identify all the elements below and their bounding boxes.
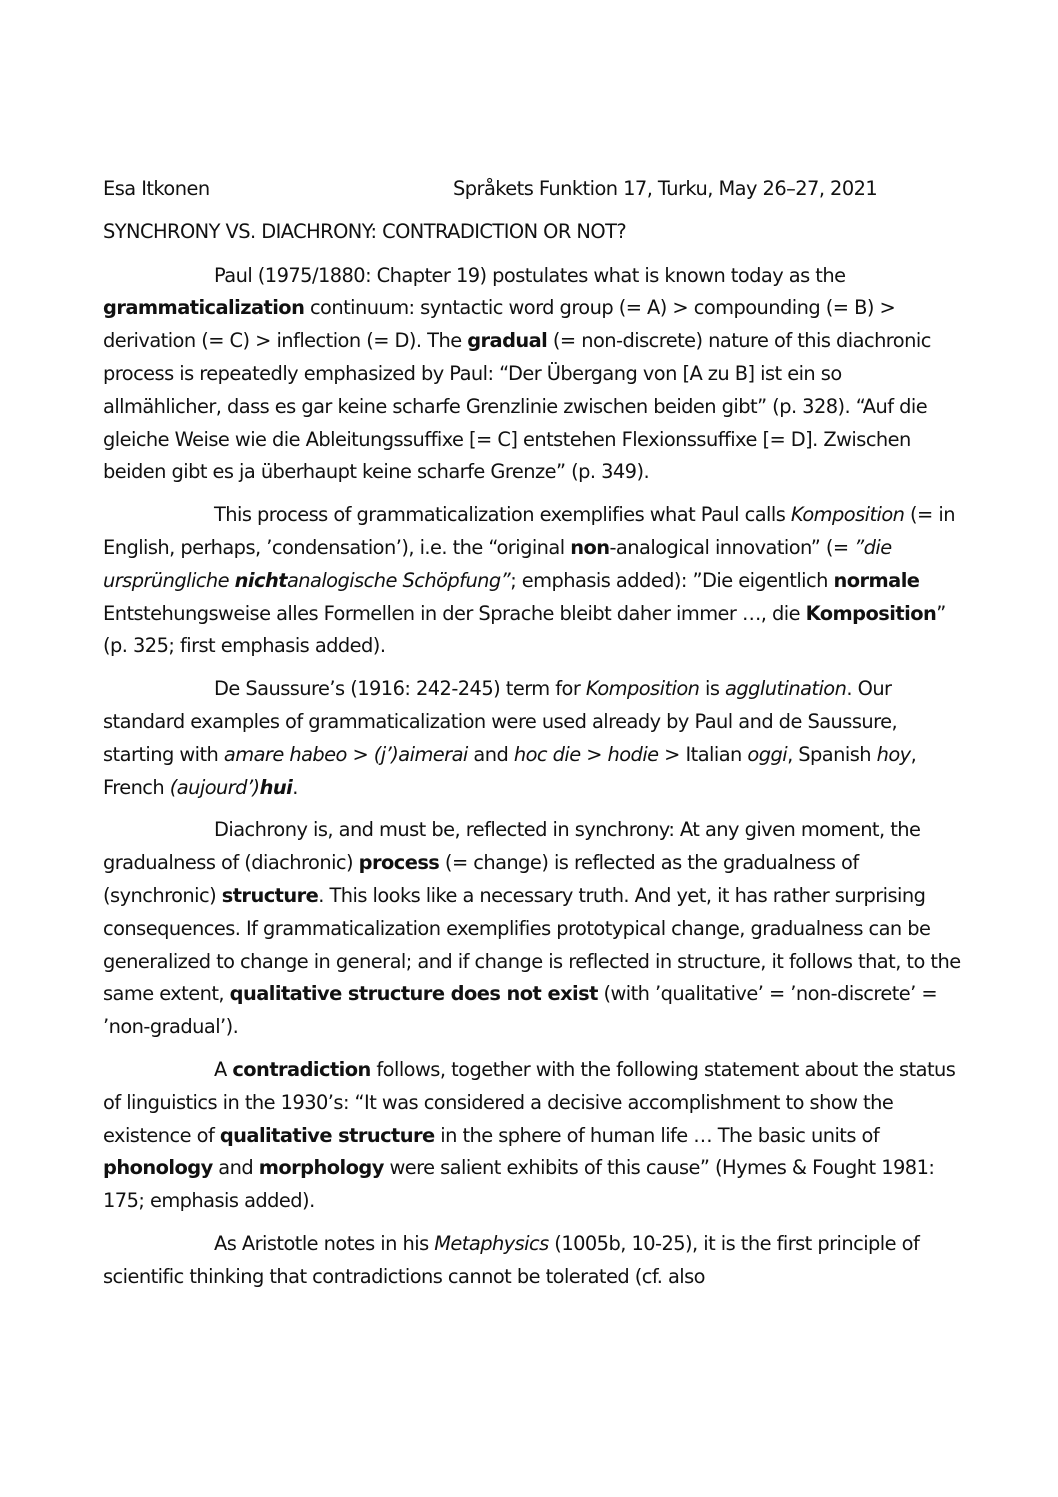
emphasized-text-segment: Komposition xyxy=(585,677,700,701)
body-paragraph xyxy=(103,1054,963,1218)
emphasized-text-segment: agglutination xyxy=(725,677,847,701)
body-paragraph xyxy=(103,1228,963,1294)
document-body xyxy=(103,260,963,1294)
body-paragraph xyxy=(103,260,963,490)
emphasized-text-segment: normale xyxy=(833,568,920,592)
text-segment: is xyxy=(699,677,726,701)
emphasized-text-segment: grammaticalization xyxy=(103,296,305,320)
emphasized-text-segment: ”die ursprüngliche xyxy=(103,535,892,592)
emphasized-text-segment: gradual xyxy=(467,329,548,353)
emphasized-text-segment: phonology xyxy=(103,1156,213,1180)
body-paragraph xyxy=(103,814,963,1044)
text-segment: As Aristotle notes in his xyxy=(214,1231,435,1255)
text-segment: Diachrony is, and must be, reflected in synchrony: At any given moment, the gradualness of (diachronic) xyxy=(103,818,921,875)
emphasized-text-segment: process xyxy=(358,851,440,875)
document-page xyxy=(103,173,963,1294)
emphasized-text-segment: morphology xyxy=(258,1156,384,1180)
text-segment: A xyxy=(214,1057,233,1081)
emphasized-text-segment: nicht xyxy=(234,568,287,592)
emphasized-text-segment: contradiction xyxy=(232,1057,371,1081)
emphasized-text-segment: Komposition xyxy=(805,601,937,625)
text-segment: (= non-discrete) nature of this diachronic process is repeatedly emphasized by Paul: “Der Übergang von [A zu B] ist ein so allmählicher, dass es gar keine scharfe Grenzlinie zwischen beiden gibt” (p. 328). “Auf die gleiche Weise wie die Ableitungssuffixe [= C] entstehen Flexionssuffixe [= D]. Zwischen beiden gibt es ja überhaupt keine scharfe Grenze” (p. 349). xyxy=(103,329,931,484)
text-segment: Paul (1975/1880: Chapter 19) postulates what is known today as the xyxy=(214,263,846,287)
text-segment: ; emphasis added): ”Die eigentlich xyxy=(510,568,834,592)
text-segment: , French xyxy=(103,742,917,799)
text-segment: were salient exhibits of this cause” (Hymes & Fought 1981: 175; emphasis added). xyxy=(103,1156,935,1213)
emphasized-text-segment: qualitative structure does not exist xyxy=(229,982,598,1006)
text-segment: -analogical innovation” (= xyxy=(609,535,855,559)
emphasized-text-segment: Komposition xyxy=(790,503,905,527)
text-segment: (= in English, perhaps, ’condensation’), i.e. the “original xyxy=(103,503,955,559)
body-paragraph xyxy=(103,499,963,663)
text-segment: . xyxy=(292,775,298,799)
text-segment: (with ’qualitative’ = ’non-discrete’ = ’non-gradual’). xyxy=(103,982,938,1039)
conference-info: Språkets Funktion 17, Turku, May 26–27, 2021 xyxy=(453,177,878,200)
emphasized-text-segment: hoy xyxy=(876,742,911,766)
emphasized-text-segment: Metaphysics xyxy=(434,1231,549,1255)
text-segment: ” (p. 325; first emphasis added). xyxy=(103,601,946,658)
emphasized-text-segment: amare habeo > (j’)aimerai xyxy=(223,742,468,766)
text-segment: in the sphere of human life … The basic units of xyxy=(434,1123,880,1147)
text-segment: De Saussure’s (1916: 242-245) term for xyxy=(214,677,586,701)
emphasized-text-segment: hui xyxy=(259,775,293,799)
text-segment: Entstehungsweise alles Formellen in der Sprache bleibt daher immer …, die xyxy=(103,601,806,625)
text-segment: continuum: syntactic word group (= A) > compounding (= B) > derivation (= C) > inflection (= D). The xyxy=(103,296,896,353)
text-segment: (1005b, 10-25), it is the first principle of scientific thinking that contradictions cannot be tolerated (cf. also xyxy=(103,1231,920,1288)
text-segment: . Our standard examples of grammaticalization were used already by Paul and de Saussure, starting with xyxy=(103,677,898,766)
text-segment: follows, together with the following statement about the status of linguistics in the 1930’s: “It was considered a decisive accomplishment to show the existence of xyxy=(103,1057,956,1147)
text-segment: This process of grammaticalization exemplifies what Paul calls xyxy=(214,503,791,527)
emphasized-text-segment: non xyxy=(570,535,610,559)
author-name: Esa Itkonen xyxy=(103,177,210,200)
text-segment: Italian xyxy=(679,742,748,766)
text-segment: , Spanish xyxy=(787,742,877,766)
text-segment: . This looks like a necessary truth. And yet, it has rather surprising consequences. If grammaticalization exemplifies prototypical change, gradualness can be generalized to change in general; and if change is reflected in structure, it follows that, to the same extent, xyxy=(103,883,961,1006)
emphasized-text-segment: oggi xyxy=(747,742,788,766)
emphasized-text-segment: hoc die > hodie > xyxy=(513,742,680,766)
emphasized-text-segment: (aujourd’) xyxy=(169,775,260,799)
body-paragraph xyxy=(103,673,963,804)
emphasized-text-segment: analogische Schöpfung” xyxy=(286,568,511,592)
text-segment: and xyxy=(467,742,514,766)
text-segment: (= change) is reflected as the gradualness of (synchronic) xyxy=(103,851,859,907)
document-title: SYNCHRONY VS. DIACHRONY: CONTRADICTION OR NOT? xyxy=(103,219,627,243)
emphasized-text-segment: structure xyxy=(221,883,319,907)
text-segment: and xyxy=(212,1156,259,1180)
emphasized-text-segment: qualitative structure xyxy=(219,1123,435,1147)
document-header xyxy=(103,173,963,206)
